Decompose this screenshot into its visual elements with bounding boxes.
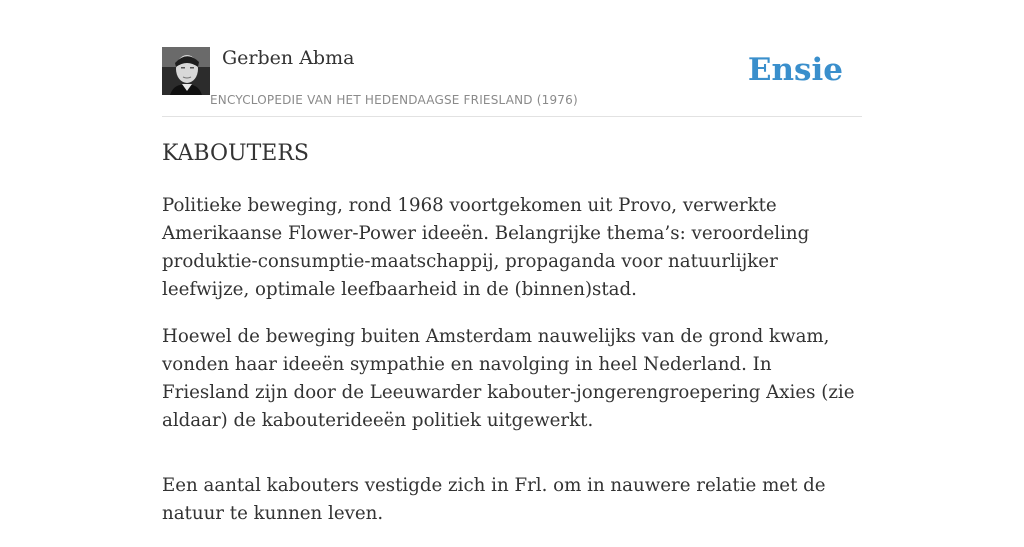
paragraph: Een aantal kabouters vestigde zich in Frl. om in nauwere relatie met de natuur te kunnen leven. [162, 475, 826, 524]
ensie-logo[interactable]: Ensie [747, 52, 843, 88]
author-avatar[interactable] [162, 47, 210, 95]
article-body [162, 192, 862, 547]
source-title[interactable]: ENCYCLOPEDIE VAN HET HEDENDAAGSE FRIESLAND (1976) [210, 93, 578, 107]
author-name[interactable]: Gerben Abma [222, 47, 355, 69]
article-title: KABOUTERS [162, 141, 309, 166]
paragraph: Hoewel de beweging buiten Amsterdam nauwelijks van de grond kwam, vonden haar ideeën sympathie en navolging in heel Nederland. In Friesland zijn door de Leeuwarder kabouter-jongerengroepering Axies (zie aldaar) de kabouterideeën politiek uitgewerkt. [162, 326, 855, 431]
paragraph: Politieke beweging, rond 1968 voortgekomen uit Provo, verwerkte Amerikaanse Flower-Power ideeën. Belangrijke thema’s: veroordeling produktie-consumptie-maatschappij, propaganda voor natuurlijker leefwijze, optimale leefbaarheid in de (binnen)stad. [162, 195, 810, 300]
author-portrait-icon [162, 47, 210, 95]
article-header [162, 46, 862, 117]
